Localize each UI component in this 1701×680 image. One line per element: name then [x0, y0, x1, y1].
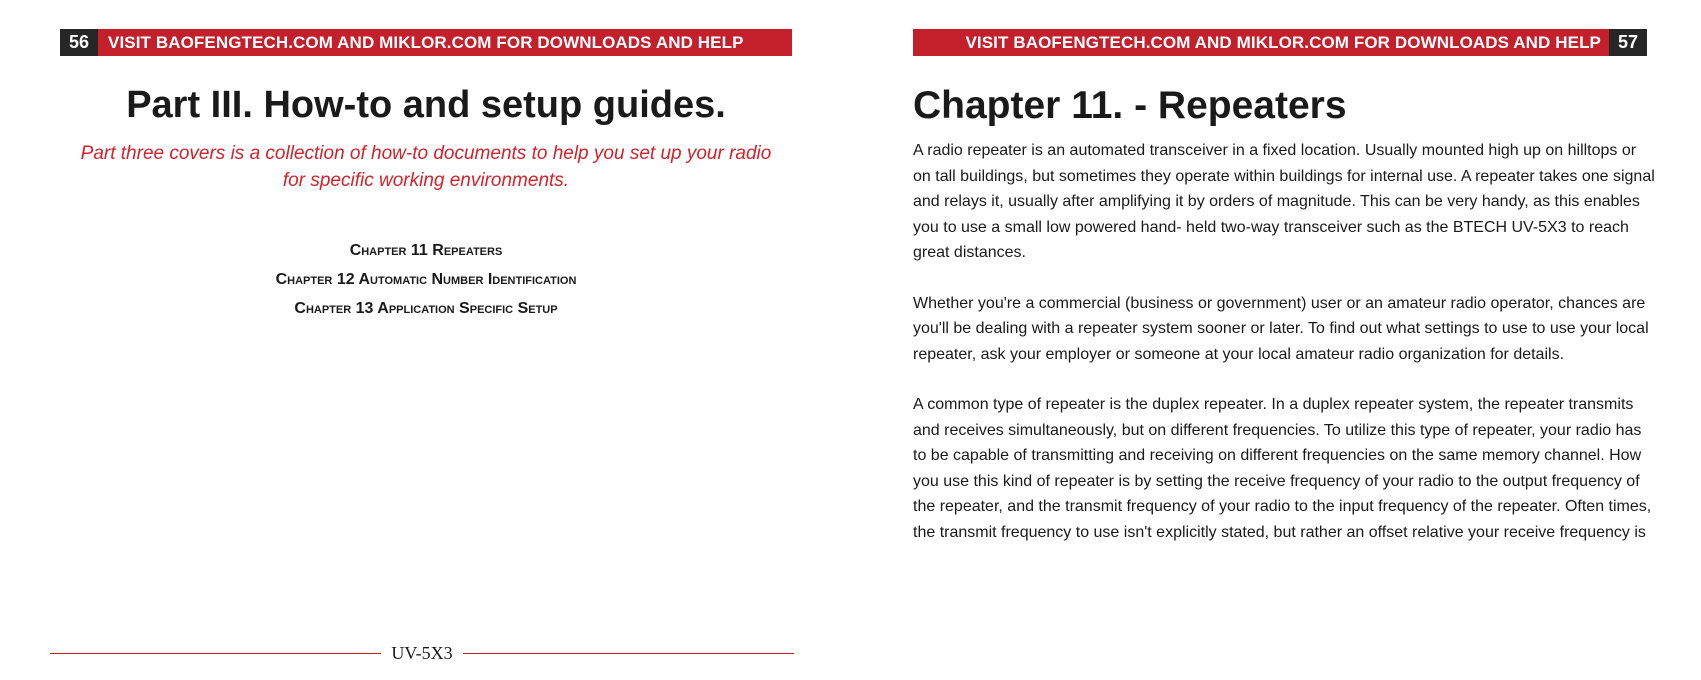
body-paragraph: A common type of repeater is the duplex repeater. In a duplex repeater system, the repeater transmits and receives simultaneously, but on different frequencies. To utilize this type of repeater, your radio has to be capable of transmitting and receiving on different frequencies on the same memory channel. How you use this kind of repeater is by setting the receive frequency of your radio to the output frequency of the repeater, and the transmit frequency of your radio to the input frequency of the repeater. Often times, the transmit frequency to use isn't explicitly stated, but rather an offset relative your receive frequency is — [913, 396, 1652, 541]
page-header — [913, 29, 1647, 56]
footer-rule — [50, 653, 381, 654]
part-title: Part III. How-to and setup guides. — [126, 84, 726, 126]
chapter-list-item[interactable]: Chapter 11 Repeaters — [349, 242, 503, 259]
chapter-list — [60, 236, 792, 323]
page-header — [60, 29, 792, 56]
footer-rule — [463, 653, 794, 654]
chapter-list-item[interactable]: Chapter 13 Application Specific Setup — [294, 300, 558, 317]
chapter-title: Chapter 11. - Repeaters — [913, 84, 1347, 127]
footer-label: UV-5X3 — [391, 643, 453, 663]
part-intro: Part three covers is a collection of how-to documents to help you set up your radio for specific working environments. — [80, 143, 772, 191]
page-number: 57 — [1609, 29, 1647, 56]
page-number: 56 — [60, 29, 98, 56]
body-paragraph: Whether you're a commercial (business or government) user or an amateur radio operator, chances are you'll be dealing with a repeater system sooner or later. To find out what settings to use to use your local repeater, ask your employer or someone at your local amateur radio organization for details. — [913, 294, 1649, 363]
header-link-text[interactable]: VISIT BAOFENGTECH.COM AND MIKLOR.COM FOR DOWNLOADS AND HELP — [965, 32, 1601, 52]
header-link-text[interactable]: VISIT BAOFENGTECH.COM AND MIKLOR.COM FOR DOWNLOADS AND HELP — [108, 32, 744, 52]
body-paragraph: A radio repeater is an automated transceiver in a fixed location. Usually mounted high up on hilltops or on tall buildings, but sometimes they operate within buildings for internal use. A repeater takes one signal and relays it, usually after amplifying it by orders of magnitude. This can be very handy, as this enables you to use a small low powered hand- held two-way transceiver such as the BTECH UV-5X3 to reach great distances. — [913, 142, 1655, 261]
page-footer — [50, 643, 794, 664]
left-page — [0, 0, 850, 680]
chapter-body — [913, 138, 1657, 570]
chapter-list-item[interactable]: Chapter 12 Automatic Number Identification — [275, 271, 577, 288]
right-page — [850, 0, 1701, 680]
